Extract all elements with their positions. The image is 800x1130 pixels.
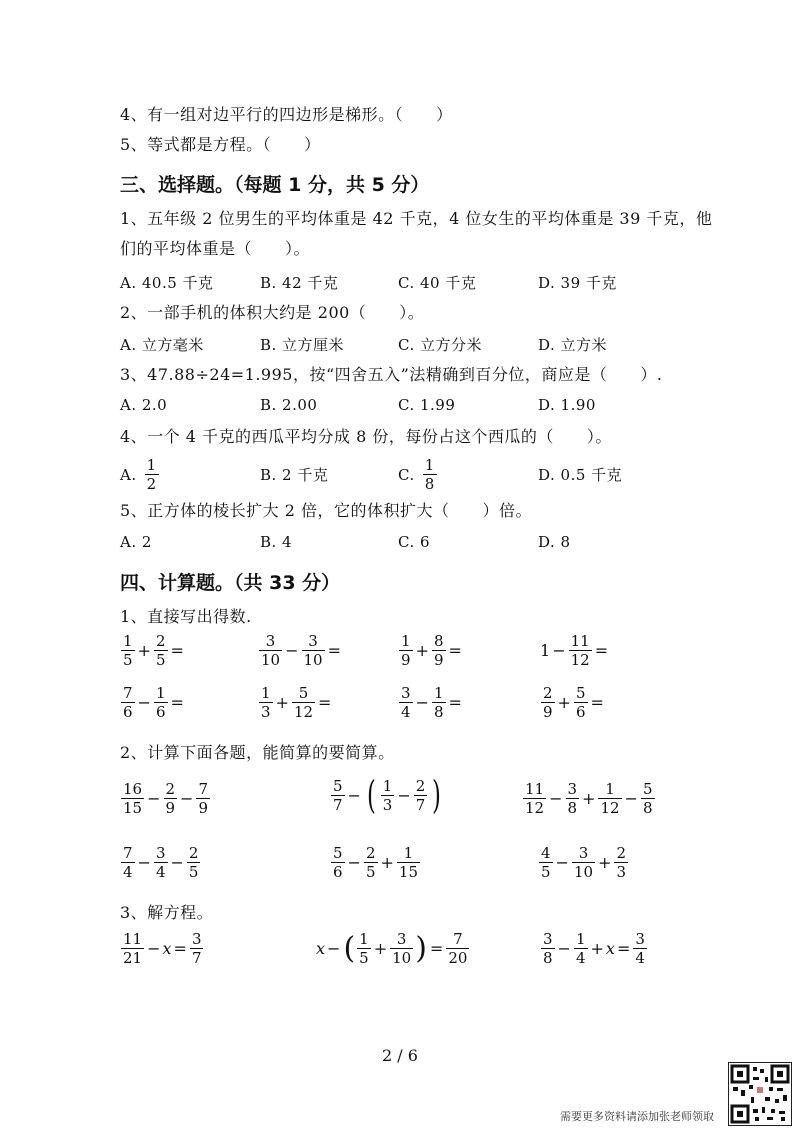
fraction: $\frac{3}{10}$ xyxy=(261,632,281,669)
fraction: $\frac{2}{7}$ xyxy=(415,776,426,814)
simplify-3: $\frac{11}{12}$ − $\frac{3}{8}$ + $\frac{1}{12}$ − $\frac{5}{8}$ xyxy=(525,780,653,817)
page-number: 2 / 6 xyxy=(382,1046,418,1065)
calc-1-7: $\frac{3}{4}$ − $\frac{1}{8}$ = xyxy=(401,684,462,721)
fraction: $\frac{3}{10}$ xyxy=(392,930,412,967)
fraction: $\frac{5}{8}$ xyxy=(642,780,653,817)
s3-q4-opt-a xyxy=(120,456,160,493)
s3-q5-opt-a: A. 2 xyxy=(120,533,152,551)
s4-part1-title: 1、直接写出得数. xyxy=(120,607,252,626)
calc-1-2: $\frac{3}{10}$ − $\frac{3}{10}$ = xyxy=(261,632,341,669)
calc-1-4: 1 − $\frac{11}{12}$ = xyxy=(540,632,609,669)
s4-part2-title: 2、计算下面各题，能简算的要简算。 xyxy=(120,743,395,762)
s3-q5-opt-c: C. 6 xyxy=(398,533,431,551)
fraction: $\frac{7}{20}$ xyxy=(448,930,468,967)
fraction: $\frac{1}{4}$ xyxy=(575,930,586,967)
fraction: $\frac{1}{5}$ xyxy=(359,930,369,967)
judge-q5: 5、等式都是方程。（ ） xyxy=(120,135,321,154)
fraction: $\frac{2}{3}$ xyxy=(616,844,626,881)
fraction: $\frac{1}{8}$ xyxy=(433,684,444,721)
s3-q2-opt-c: C. 立方分米 xyxy=(398,336,482,354)
fraction: $\frac{3}{8}$ xyxy=(543,930,553,967)
fraction: $\frac{2}{5}$ xyxy=(188,844,199,881)
simplify-6: $\frac{4}{5}$ − $\frac{3}{10}$ + $\frac{2}{3}$ xyxy=(541,844,626,881)
s3-q2-opt-d: D. 立方米 xyxy=(538,336,608,354)
calc-1-5: $\frac{7}{6}$ − $\frac{1}{6}$ = xyxy=(123,684,184,721)
s3-q3-opt-d: D. 1.90 xyxy=(538,396,596,414)
judge-q4: 4、有一组对边平行的四边形是梯形。（ ） xyxy=(120,105,453,124)
fraction: $\frac{7}{6}$ xyxy=(123,684,133,721)
s3-q1-line1: 1、五年级 2 位男生的平均体重是 42 千克，4 位女生的平均体重是 39 千克，他 xyxy=(120,209,713,228)
s3-q5-opt-b: B. 4 xyxy=(260,533,293,551)
calc-1-6: $\frac{1}{3}$ + $\frac{5}{12}$ = xyxy=(261,684,332,721)
fraction: $\frac{5}{6}$ xyxy=(333,844,343,881)
s3-q3-opt-a: A. 2.0 xyxy=(120,396,168,414)
fraction: $\frac{7}{4}$ xyxy=(123,844,133,881)
calc-1-8: $\frac{2}{9}$ + $\frac{5}{6}$ = xyxy=(543,684,604,721)
fraction: $\frac{11}{12}$ xyxy=(525,780,545,817)
fraction: $\frac{2}{5}$ xyxy=(365,844,376,881)
fraction: $\frac{1}{15}$ xyxy=(398,844,418,881)
s3-q3-opt-b: B. 2.00 xyxy=(260,396,318,414)
section3-heading: 三、选择题。（每题 1 分，共 5 分） xyxy=(120,174,430,196)
s3-q1-opt-b: B. 42 千克 xyxy=(260,274,339,292)
fraction: $\frac{5}{6}$ xyxy=(575,684,586,721)
s3-q2-opt-a: A. 立方毫米 xyxy=(120,336,204,354)
fraction: $\frac{1}{3}$ xyxy=(382,776,393,814)
fraction: $\frac{3}{10}$ xyxy=(303,632,323,669)
fraction: $\frac{2}{9}$ xyxy=(543,684,553,721)
fraction: $\frac{8}{9}$ xyxy=(433,632,444,669)
fraction: $\frac{2}{5}$ xyxy=(155,632,166,669)
s3-q5: 5、正方体的棱长扩大 2 倍，它的体积扩大（ ）倍。 xyxy=(120,501,533,520)
fraction: $\frac{1}{3}$ xyxy=(261,684,271,721)
fraction: $\frac{1}{12}$ xyxy=(600,780,620,817)
fraction: $\frac{5}{12}$ xyxy=(293,684,314,721)
s3-q1-opt-c: C. 40 千克 xyxy=(398,274,477,292)
s3-q2-opt-b: B. 立方厘米 xyxy=(260,336,345,354)
s3-q4-opt-c-fraction: $\frac{1}{8}$ xyxy=(424,456,435,493)
fraction: $\frac{3}{10}$ xyxy=(573,844,594,881)
s3-q1-opt-d: D. 39 千克 xyxy=(538,274,617,292)
fraction: $\frac{16}{15}$ xyxy=(123,780,143,817)
fraction: $\frac{1}{9}$ xyxy=(401,632,411,669)
s3-q4-opt-a-label: A. xyxy=(120,465,137,484)
simplify-2: $\frac{5}{7}$ − ( $\frac{1}{3}$ − $\frac{2}{7}$ ) xyxy=(333,773,442,817)
s3-q3: 3、47.88÷24=1.995，按“四舍五入”法精确到百分位，商应是（ ）. xyxy=(120,365,663,384)
calc-1-1: $\frac{1}{5}$ + $\frac{2}{5}$ = xyxy=(123,632,184,669)
s3-q4-opt-c xyxy=(398,456,438,493)
simplify-5: $\frac{5}{6}$ − $\frac{2}{5}$ + $\frac{1}{15}$ xyxy=(333,844,418,881)
s3-q4-opt-d: D. 0.5 千克 xyxy=(538,466,623,484)
s3-q4-opt-c-label: C. xyxy=(398,465,415,484)
fraction: $\frac{3}{4}$ xyxy=(155,844,166,881)
fraction: $\frac{1}{5}$ xyxy=(123,632,133,669)
s3-q2: 2、一部手机的体积大约是 200（ ）。 xyxy=(120,303,425,322)
section4-heading: 四、计算题。（共 33 分） xyxy=(120,572,341,594)
s3-q1-opt-a: A. 40.5 千克 xyxy=(120,274,214,292)
calc-1-3: $\frac{1}{9}$ + $\frac{8}{9}$ = xyxy=(401,632,462,669)
fraction: $\frac{3}{7}$ xyxy=(191,930,202,967)
fraction: $\frac{7}{9}$ xyxy=(198,780,208,817)
fraction: $\frac{5}{7}$ xyxy=(333,776,343,814)
fraction: $\frac{1}{6}$ xyxy=(155,684,166,721)
fraction: $\frac{3}{4}$ xyxy=(401,684,411,721)
equation-3: $\frac{3}{8}$ − $\frac{1}{4}$ + x = $\frac{3}{4}$ xyxy=(543,930,645,967)
fraction: $\frac{3}{4}$ xyxy=(635,930,645,967)
s3-q4-opt-b: B. 2 千克 xyxy=(260,466,329,484)
fraction: $\frac{3}{8}$ xyxy=(567,780,578,817)
s3-q4: 4、一个 4 千克的西瓜平均分成 8 份，每份占这个西瓜的（ ）。 xyxy=(120,427,612,446)
s4-part3-title: 3、解方程。 xyxy=(120,903,214,922)
s3-q4-opt-a-fraction: $\frac{1}{2}$ xyxy=(146,456,157,493)
equation-2: x − ( $\frac{1}{5}$ + $\frac{3}{10}$ ) = $\frac{7}{20}$ xyxy=(316,930,468,967)
fraction: $\frac{11}{21}$ xyxy=(123,930,143,967)
s3-q5-opt-d: D. 8 xyxy=(538,533,571,551)
fraction: $\frac{2}{9}$ xyxy=(165,780,176,817)
qr-code-icon xyxy=(728,1062,792,1126)
s3-q1-line2: 们的平均体重是（ ）。 xyxy=(120,239,311,258)
s3-q3-opt-c: C. 1.99 xyxy=(398,396,456,414)
simplify-4: $\frac{7}{4}$ − $\frac{3}{4}$ − $\frac{2}{5}$ xyxy=(123,844,199,881)
simplify-1: $\frac{16}{15}$ − $\frac{2}{9}$ − $\frac{7}{9}$ xyxy=(123,780,208,817)
fraction: $\frac{4}{5}$ xyxy=(541,844,551,881)
footer-note: 需要更多资料请添加张老师领取 xyxy=(560,1110,714,1123)
equation-1: $\frac{11}{21}$ − x = $\frac{3}{7}$ xyxy=(123,930,202,967)
fraction: $\frac{11}{12}$ xyxy=(570,632,590,669)
